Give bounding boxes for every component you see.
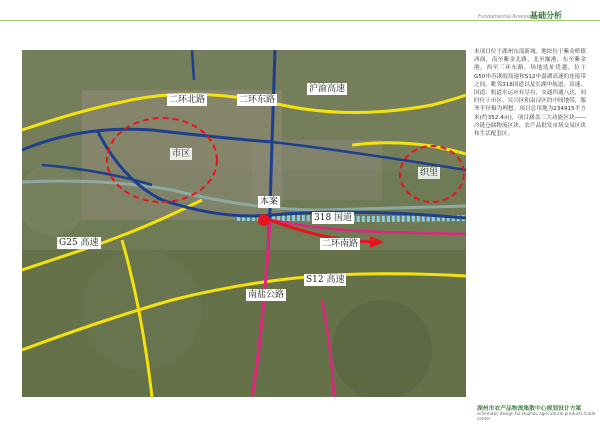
label-s12: S12 高速 <box>306 275 345 285</box>
label-city-area: 市区 <box>172 149 191 159</box>
location-map <box>22 50 466 397</box>
header-title-cn: 基础分析 <box>530 11 562 20</box>
header-title-en: Fundamental Analysis <box>478 14 533 20</box>
label-huyu-expressway: 沪渝高速 <box>309 84 346 94</box>
label-ring2-east: 二环东路 <box>239 95 276 105</box>
project-description: 本项目位于湖州东部新城。地块位于紫金桥镇西面，南至紫金北路，北至巅港，东至紫金港，西至三环东路。场地选址优越，位于G50申苏浙皖高速和S12申嘉湖高速的连接带之间，毗邻318国道以及长湖申航道。高速、国道、航道水运应有尽有，交通四通八达，同时位于市区、吴兴区和南浔区的中间地带，服务半径极为理想。项目总用地为234915平方米(约352.4亩)，项目涵盖三大功能区块——冷链仓储物流区块、农产品批发市场交易区块和生活配套区。 <box>474 49 586 138</box>
label-project: 本案 <box>260 197 279 207</box>
header-divider <box>0 20 600 21</box>
label-g25: G25 高速 <box>59 238 99 248</box>
footer-title-cn: 湖州市农产品物流集散中心规划设计方案 <box>477 406 582 412</box>
label-zhili: 织里 <box>420 168 439 178</box>
label-ring2-south: 二环南路 <box>322 239 359 249</box>
label-national-318: 318 国道 <box>314 213 353 223</box>
label-nanxun-road: 南盐公路 <box>248 290 285 300</box>
footer-title-en: schematic design for Huzhou agricultural products trade center <box>477 411 596 421</box>
project-marker <box>258 214 270 226</box>
label-ring2-north: 二环北路 <box>169 95 206 105</box>
